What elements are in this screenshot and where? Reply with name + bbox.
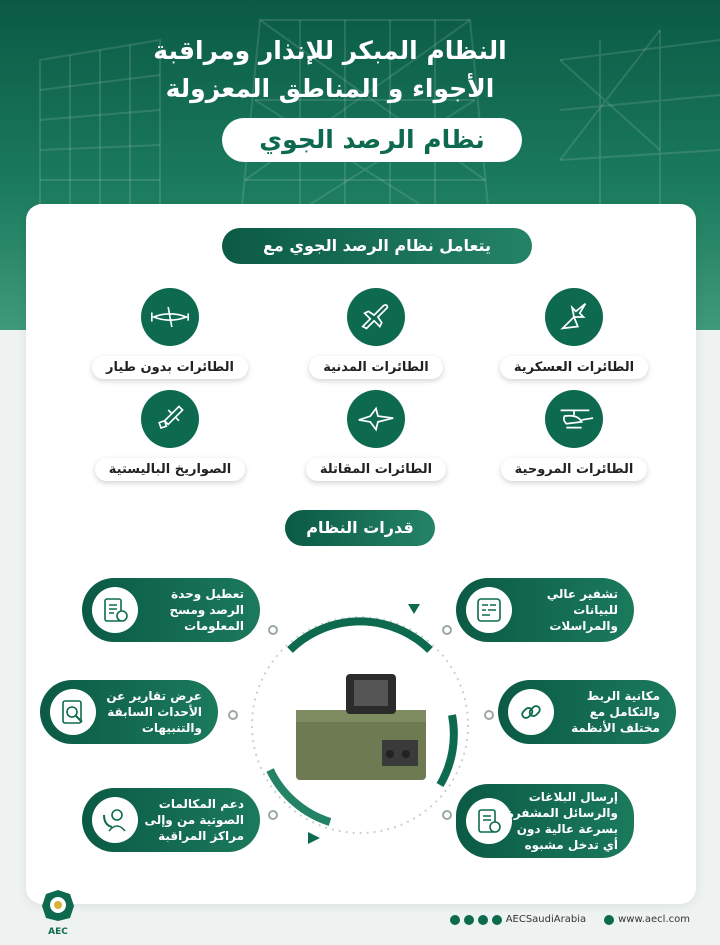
social-handle[interactable]: AECSaudiArabia bbox=[505, 914, 587, 925]
connector-dot bbox=[268, 625, 278, 635]
footer-contact bbox=[450, 914, 690, 925]
capability-voice-calls bbox=[82, 788, 260, 852]
title-line-1: النظام المبكر للإنذار ومراقبة bbox=[153, 36, 507, 65]
capability-reports bbox=[40, 680, 218, 744]
capability-text: إرسال البلاغات والرسائل المشفرة بسرعة عالية دون أي تدخل مشبوه bbox=[506, 790, 618, 852]
twitter-icon[interactable] bbox=[450, 915, 460, 925]
capability-integration bbox=[498, 680, 676, 744]
capability-text: دعم المكالمات الصوتية من وإلى مراكز المراقبة bbox=[144, 797, 244, 843]
connector-dot bbox=[484, 710, 494, 720]
capability-encryption bbox=[456, 578, 634, 642]
aircraft-item-fighter bbox=[286, 390, 466, 481]
globe-icon bbox=[604, 915, 614, 925]
aircraft-label: الطائرات المروحية bbox=[501, 458, 648, 481]
document-timer-icon bbox=[92, 587, 138, 633]
connector-dot bbox=[228, 710, 238, 720]
connector-dot bbox=[442, 625, 452, 635]
website-link[interactable]: www.aecl.com bbox=[618, 914, 690, 925]
instagram-icon[interactable] bbox=[492, 915, 502, 925]
title-highlight: نظام الرصد الجوي bbox=[222, 118, 522, 162]
military-jet-icon bbox=[545, 288, 603, 346]
title-line-2: الأجواء و المناطق المعزولة bbox=[165, 74, 495, 103]
capability-text: تعطيل وحدة الرصد ومسح المعلومات bbox=[169, 587, 244, 633]
logo-text: AEC bbox=[48, 927, 68, 937]
capability-alerts bbox=[456, 784, 634, 858]
aircraft-label: الطائرات المقاتلة bbox=[306, 458, 446, 481]
voice-call-agent-icon bbox=[92, 797, 138, 843]
aircraft-item-military bbox=[484, 288, 664, 379]
binary-lock-icon bbox=[466, 587, 512, 633]
connector-dot bbox=[268, 810, 278, 820]
report-magnifier-icon bbox=[50, 689, 96, 735]
footer bbox=[0, 880, 720, 945]
capability-text: مكانية الربط والتكامل مع مختلف الأنظمة bbox=[571, 689, 660, 735]
aircraft-item-drone bbox=[80, 288, 260, 379]
capabilities-heading: قدرات النظام bbox=[285, 510, 435, 546]
capability-text: تشفير عالي للبيانات والمراسلات bbox=[546, 587, 618, 633]
youtube-icon[interactable] bbox=[464, 915, 474, 925]
capability-disable-wipe bbox=[82, 578, 260, 642]
civil-plane-icon bbox=[347, 288, 405, 346]
capability-text: عرض تقارير عن الأحداث السابقة والتنبيهات bbox=[106, 689, 202, 735]
aircraft-label: الصواريخ الباليستية bbox=[95, 458, 245, 481]
aircraft-label: الطائرات بدون طيار bbox=[92, 356, 248, 379]
fighter-jet-icon bbox=[347, 390, 405, 448]
aircraft-label: الطائرات المدنية bbox=[309, 356, 443, 379]
connector-dot bbox=[442, 810, 452, 820]
helicopter-icon bbox=[545, 390, 603, 448]
deals-with-heading: يتعامل نظام الرصد الجوي مع bbox=[222, 228, 532, 264]
aircraft-label: الطائرات العسكرية bbox=[500, 356, 648, 379]
linkedin-icon[interactable] bbox=[478, 915, 488, 925]
aircraft-item-helicopter bbox=[484, 390, 664, 481]
aircraft-item-civil bbox=[286, 288, 466, 379]
aircraft-item-missile bbox=[80, 390, 260, 481]
drone-icon bbox=[141, 288, 199, 346]
chain-link-icon bbox=[508, 689, 554, 735]
device-illustration bbox=[286, 660, 436, 790]
missile-icon bbox=[141, 390, 199, 448]
